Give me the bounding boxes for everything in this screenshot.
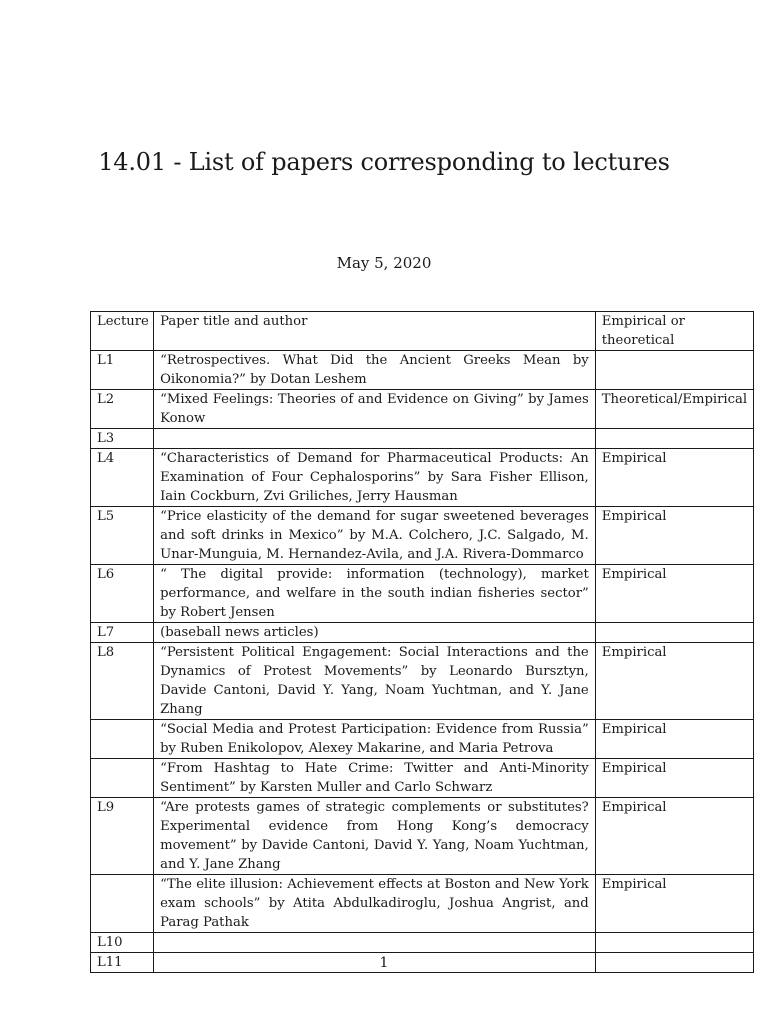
- table-row: [91, 429, 754, 449]
- type-cell: Empirical: [595, 449, 753, 507]
- paper-cell: “Are protests games of strategic complements or substitutes? Experimental evidence from Hong Kong’s democracy movement” by Davide Cantoni, David Y. Yang, Noam Yuchtman, and Y. Jane Zhang: [154, 798, 596, 875]
- table-row: [91, 390, 754, 429]
- lecture-cell: L1: [91, 351, 154, 390]
- type-cell: [595, 623, 753, 643]
- type-cell: Empirical: [595, 565, 753, 623]
- lecture-cell: L5: [91, 507, 154, 565]
- paper-cell: [154, 933, 596, 953]
- lecture-cell: L4: [91, 449, 154, 507]
- table-row: [91, 643, 754, 720]
- table-row: [91, 933, 754, 953]
- type-cell: [595, 429, 753, 449]
- table-row: [91, 449, 754, 507]
- type-cell: [595, 933, 753, 953]
- papers-table: [90, 311, 754, 973]
- table-row: [91, 351, 754, 390]
- paper-cell: “From Hashtag to Hate Crime: Twitter and Anti-Minority Sentiment” by Karsten Muller and Carlo Schwarz: [154, 759, 596, 798]
- lecture-cell: [91, 875, 154, 933]
- lecture-cell: L3: [91, 429, 154, 449]
- page-title: 14.01 - List of papers corresponding to lectures: [98, 148, 670, 176]
- paper-cell: “Persistent Political Engagement: Social Interactions and the Dynamics of Protest Movements” by Leonardo Bursztyn, Davide Cantoni, David Y. Yang, Noam Yuchtman, and Y. Jane Zhang: [154, 643, 596, 720]
- type-cell: Empirical: [595, 720, 753, 759]
- paper-cell: “ The digital provide: information (technology), market performance, and welfare in the south indian fisheries sector” by Robert Jensen: [154, 565, 596, 623]
- paper-cell: “Price elasticity of the demand for sugar sweetened beverages and soft drinks in Mexico” by M.A. Colchero, J.C. Salgado, M. Unar-Munguia, M. Hernandez-Avila, and J.A. Rivera-Dommarco: [154, 507, 596, 565]
- lecture-cell: L6: [91, 565, 154, 623]
- type-cell: [595, 351, 753, 390]
- table-row: [91, 875, 754, 933]
- header-type: Empirical or theoretical: [595, 312, 753, 351]
- header-paper: Paper title and author: [154, 312, 596, 351]
- lecture-cell: L2: [91, 390, 154, 429]
- table-header-row: [91, 312, 754, 351]
- paper-cell: “The elite illusion: Achievement effects at Boston and New York exam schools” by Atita Abdulkadiroglu, Joshua Angrist, and Parag Pathak: [154, 875, 596, 933]
- paper-cell: (baseball news articles): [154, 623, 596, 643]
- table-row: [91, 623, 754, 643]
- type-cell: Empirical: [595, 875, 753, 933]
- table-row: [91, 507, 754, 565]
- header-lecture: Lecture: [91, 312, 154, 351]
- paper-cell: “Characteristics of Demand for Pharmaceutical Products: An Examination of Four Cephalosporins” by Sara Fisher Ellison, Iain Cockburn, Zvi Griliches, Jerry Hausman: [154, 449, 596, 507]
- paper-cell: “Retrospectives. What Did the Ancient Greeks Mean by Oikonomia?” by Dotan Leshem: [154, 351, 596, 390]
- paper-cell: “Social Media and Protest Participation: Evidence from Russia” by Ruben Enikolopov, Alexey Makarine, and Maria Petrova: [154, 720, 596, 759]
- document-date: May 5, 2020: [336, 254, 432, 272]
- paper-cell: [154, 429, 596, 449]
- type-cell: Empirical: [595, 507, 753, 565]
- table-row: [91, 759, 754, 798]
- lecture-cell: L7: [91, 623, 154, 643]
- table-row: [91, 565, 754, 623]
- lecture-cell: L9: [91, 798, 154, 875]
- lecture-cell: L11: [91, 953, 154, 973]
- lecture-cell: [91, 720, 154, 759]
- lecture-cell: L10: [91, 933, 154, 953]
- page-number: 1: [379, 955, 389, 971]
- lecture-cell: [91, 759, 154, 798]
- lecture-cell: L8: [91, 643, 154, 720]
- type-cell: Theoretical/Empirical: [595, 390, 753, 429]
- table-row: [91, 798, 754, 875]
- type-cell: Empirical: [595, 643, 753, 720]
- table-row: [91, 720, 754, 759]
- type-cell: Empirical: [595, 798, 753, 875]
- type-cell: Empirical: [595, 759, 753, 798]
- paper-cell: “Mixed Feelings: Theories of and Evidence on Giving” by James Konow: [154, 390, 596, 429]
